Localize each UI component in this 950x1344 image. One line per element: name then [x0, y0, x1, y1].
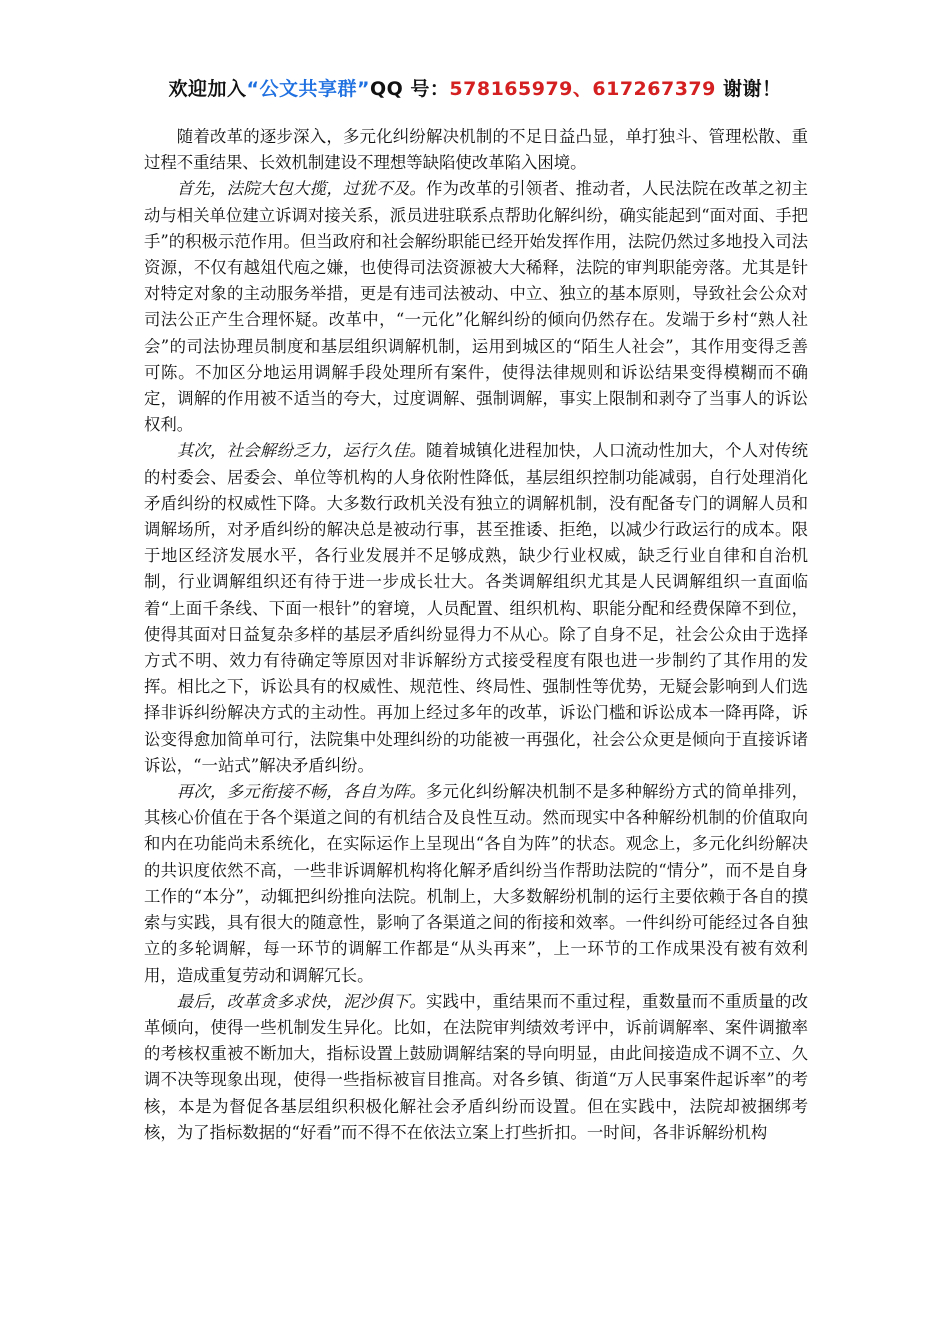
header-qq-label: QQ 号：	[369, 78, 450, 100]
header-qq-numbers: 578165979、617267379	[449, 78, 716, 100]
header-group-name: “公文共享群”	[246, 78, 370, 100]
header-welcome: 欢迎加入	[168, 78, 247, 100]
paragraph-text: 随着城镇化进程加快，人口流动性加大，个人对传统的村委会、居委会、单位等机构的人身依附性降低，基层组织控制功能减弱，自行处理消化矛盾纠纷的权威性下降。大多数行政机关没有独立的调解机制，没有配备专门的调解人员和调解场所，对矛盾纠纷的解决总是被动行事，甚至推诿、拒绝，以减少行政运行的成本。限于地区经济发展水平，各行业发展并不足够成熟，缺少行业权威，缺乏行业自律和自治机制，行业调解组织还有待于进一步成长壮大。各类调解组织尤其是人民调解组织一直面临着“上面千条线、下面一根针”的窘境，人员配置、组织机构、职能分配和经费保障不到位，使得其面对日益复杂多样的基层矛盾纠纷显得力不从心。除了自身不足，社会公众由于选择方式不明、效力有待确定等原因对非诉解纷方式接受程度有限也进一步制约了其作用的发挥。相比之下，诉讼具有的权威性、规范性、终局性、强制性等优势，无疑会影响到人们选择非诉纠纷解决方式的主动性。再加上经过多年的改革，诉讼门槛和诉讼成本一降再降，诉讼变得愈加简单可行，法院集中处理纠纷的功能被一再强化，社会公众更是倾向于直接诉诸诉讼，“一站式”解决矛盾纠纷。	[144, 441, 809, 775]
paragraph-third	[144, 779, 808, 989]
document-body	[144, 124, 808, 1146]
paragraph-text: 实践中，重结果而不重过程，重数量而不重质量的改革倾向，使得一些机制发生异化。比如，在法院审判绩效考评中，诉前调解率、案件调撤率的考核权重被不断加大，指标设置上鼓励调解结案的导向明显，由此间接造成不调不立、久调不决等现象出现，使得一些指标被盲目推高。对各乡镇、街道“万人民事案件起诉率”的考核，本是为督促各基层组织积极化解社会矛盾纠纷而设置。但在实践中，法院却被捆绑考核，为了指标数据的“好看”而不得不在依法立案上打些折扣。一时间，各非诉解纷机构	[144, 991, 809, 1142]
paragraph-lead: 最后，改革贪多求快，泥沙俱下。	[176, 991, 427, 1011]
paragraph-text: 多元化纠纷解决机制不是多种解纷方式的简单排列，其核心价值在于各个渠道之间的有机结合及良性互动。然而现实中各种解纷机制的价值取向和内在功能尚未系统化，在实际运作上呈现出“各自为阵”的状态。观念上，多元化纠纷解决的共识度依然不高，一些非诉调解机构将化解矛盾纠纷当作帮助法院的“情分”，而不是自身工作的“本分”，动辄把纠纷推向法院。机制上，大多数解纷机制的运行主要依赖于各自的摸索与实践，具有很大的随意性，影响了各渠道之间的衔接和效率。一件纠纷可能经过各自独立的多轮调解，每一环节的调解工作都是“从头再来”，上一环节的工作成果没有被有效利用，造成重复劳动和调解冗长。	[144, 782, 809, 985]
paragraph-text: 随着改革的逐步深入，多元化纠纷解决机制的不足日益凸显，单打独斗、管理松散、重过程不重结果、长效机制建设不理想等缺陷使改革陷入困境。	[144, 127, 808, 173]
paragraph-second	[144, 438, 808, 779]
paragraph-lead: 再次，多元衔接不畅，各自为阵。	[176, 782, 427, 802]
page-header	[0, 74, 950, 101]
paragraph-first	[144, 176, 808, 438]
header-thanks: 谢谢！	[715, 78, 782, 100]
paragraph-lead: 首先，法院大包大揽，过犹不及。	[176, 179, 427, 199]
paragraph-intro	[144, 124, 808, 176]
paragraph-last	[144, 989, 808, 1146]
paragraph-text: 作为改革的引领者、推动者，人民法院在改革之初主动与相关单位建立诉调对接关系，派员进驻联系点帮助化解纠纷，确实能起到“面对面、手把手”的积极示范作用。但当政府和社会解纷职能已经开始发挥作用，法院仍然过多地投入司法资源，不仅有越俎代庖之嫌，也使得司法资源被大大稀释，法院的审判职能旁落。尤其是针对特定对象的主动服务举措，更是有违司法被动、中立、独立的基本原则，导致社会公众对司法公正产生合理怀疑。改革中，“一元化”化解纠纷的倾向仍然存在。发端于乡村“熟人社会”的司法协理员制度和基层组织调解机制，运用到城区的“陌生人社会”，其作用变得乏善可陈。不加区分地运用调解手段处理所有案件，使得法律规则和诉讼结果变得模糊而不确定，调解的作用被不适当的夸大，过度调解、强制调解，事实上限制和剥夺了当事人的诉讼权利。	[144, 179, 809, 435]
paragraph-lead: 其次，社会解纷乏力，运行久佳。	[176, 441, 427, 461]
